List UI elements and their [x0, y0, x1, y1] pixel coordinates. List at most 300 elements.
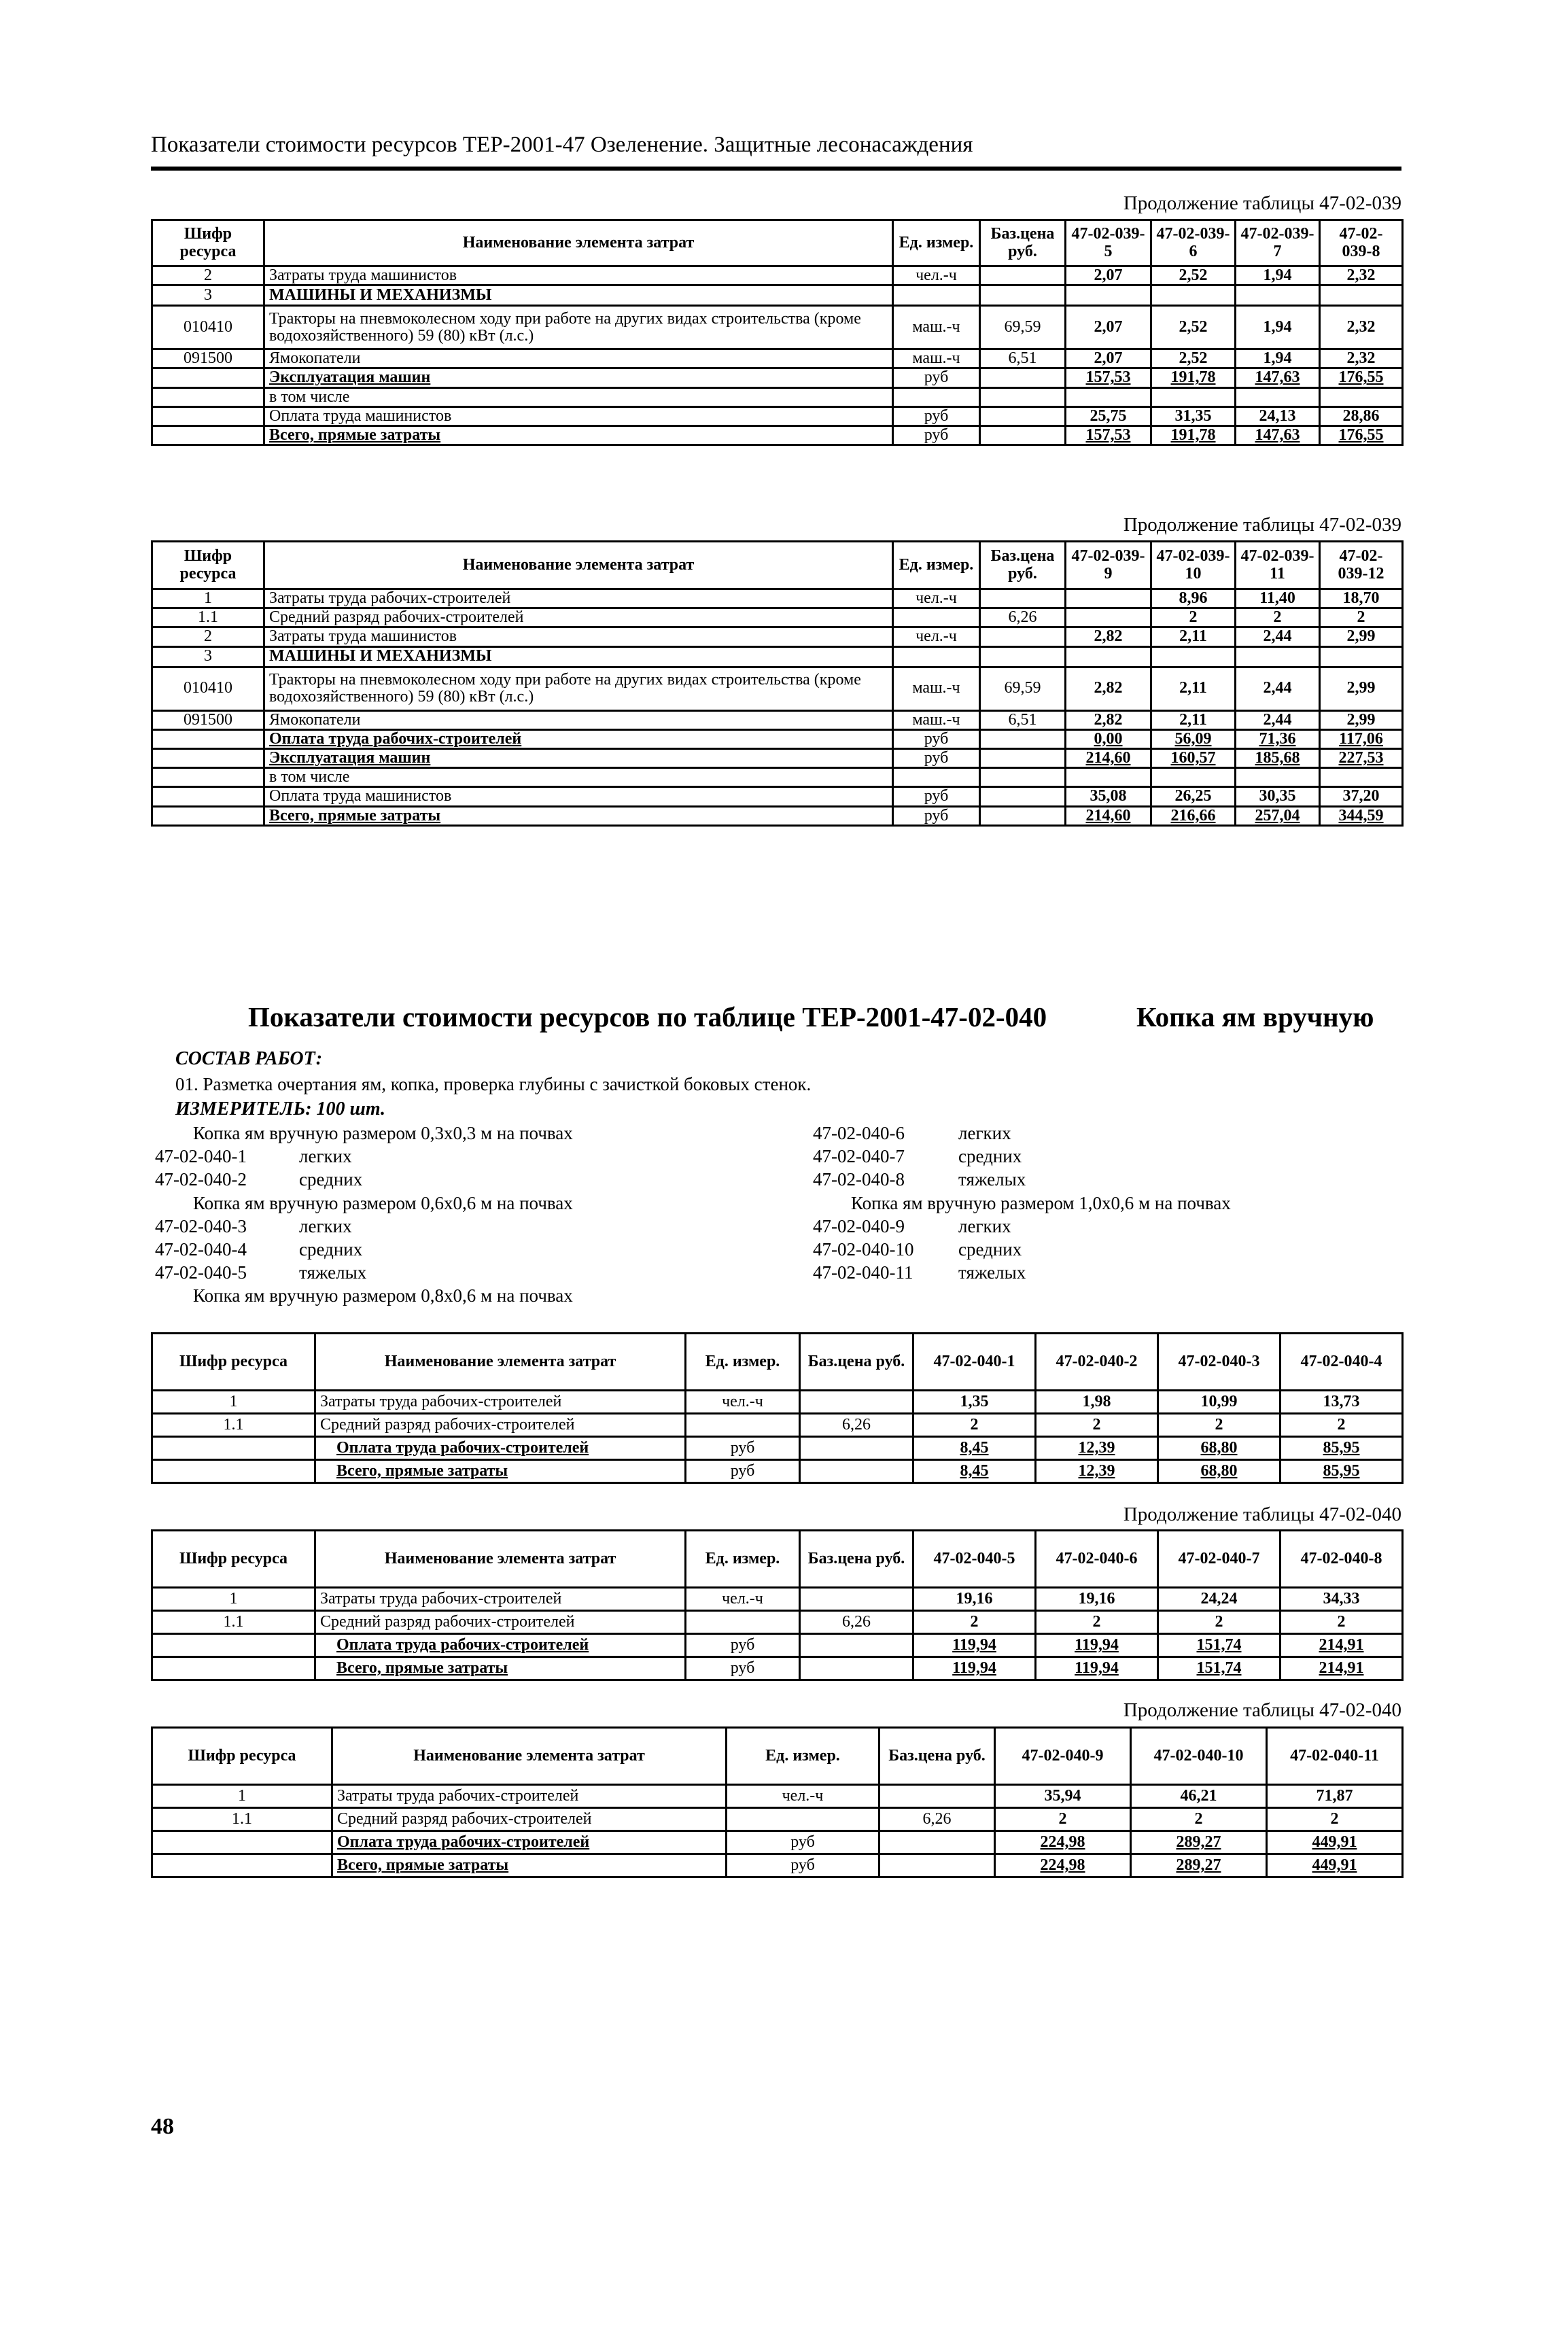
value-cell: 1,35 — [913, 1391, 1036, 1414]
column-header: 47-02-039-9 — [1066, 542, 1151, 589]
value-cell — [1236, 285, 1320, 306]
cost-element-name: в том числе — [264, 387, 893, 406]
value-cell: 119,94 — [1036, 1634, 1158, 1657]
unit-cell: руб — [893, 729, 980, 748]
spec-soil: легких — [958, 1216, 1011, 1236]
value-cell: 8,45 — [913, 1460, 1036, 1483]
column-header: Шифр ресурса — [152, 220, 264, 266]
value-cell — [1320, 768, 1403, 787]
base-price-cell — [980, 806, 1066, 825]
spec-code: 47-02-040-11 — [813, 1262, 913, 1283]
unit-cell — [686, 1414, 800, 1437]
column-header: Ед. измер. — [686, 1334, 800, 1391]
base-price-cell — [800, 1460, 913, 1483]
resource-code — [152, 1460, 315, 1483]
unit-cell: чел.-ч — [893, 589, 980, 608]
value-cell: 12,39 — [1036, 1437, 1158, 1460]
base-price-cell — [980, 729, 1066, 748]
spec-soil: тяжелых — [958, 1169, 1026, 1190]
table-row — [152, 1588, 1403, 1611]
base-price-cell: 6,51 — [980, 710, 1066, 729]
spec-code: 47-02-040-9 — [813, 1216, 905, 1236]
table-header-row — [152, 1531, 1403, 1588]
value-cell — [1236, 387, 1320, 406]
resource-code — [152, 729, 264, 748]
resource-code: 2 — [152, 627, 264, 646]
value-cell: 2 — [1280, 1611, 1403, 1634]
section-040-subtitle: Копка ям вручную — [1136, 1001, 1374, 1032]
cost-element-name: Всего, прямые затраты — [264, 426, 893, 445]
table-039b — [151, 540, 1404, 827]
value-cell: 2,99 — [1320, 710, 1403, 729]
spec-soil: тяжелых — [958, 1262, 1026, 1283]
value-cell: 0,00 — [1066, 729, 1151, 748]
base-price-cell — [980, 266, 1066, 285]
value-cell: 214,60 — [1066, 748, 1151, 767]
value-cell: 191,78 — [1151, 368, 1236, 387]
base-price-cell: 6,51 — [980, 349, 1066, 368]
value-cell: 13,73 — [1280, 1391, 1403, 1414]
cost-element-name: МАШИНЫ И МЕХАНИЗМЫ — [264, 646, 893, 667]
table-row — [152, 1391, 1403, 1414]
value-cell: 8,96 — [1151, 589, 1236, 608]
base-price-cell — [800, 1634, 913, 1657]
value-cell — [1236, 768, 1320, 787]
base-price-cell: 6,26 — [980, 608, 1066, 627]
column-header: Ед. измер. — [893, 542, 980, 589]
resource-code: 1 — [152, 1785, 332, 1808]
column-header: 47-02-039-8 — [1320, 220, 1403, 266]
resource-code — [152, 1657, 315, 1680]
value-cell: 8,45 — [913, 1437, 1036, 1460]
spec-heading-0-3: Копка ям вручную размером 0,3х0,3 м на почвах — [193, 1123, 573, 1143]
spec-soil: средних — [958, 1239, 1022, 1260]
value-cell: 117,06 — [1320, 729, 1403, 748]
resource-code — [152, 748, 264, 767]
value-cell — [1151, 387, 1236, 406]
column-header: 47-02-039-6 — [1151, 220, 1236, 266]
cost-element-name: Всего, прямые затраты — [332, 1854, 727, 1877]
resource-code: 1.1 — [152, 1808, 332, 1831]
value-cell: 2,52 — [1151, 349, 1236, 368]
unit-cell — [727, 1808, 879, 1831]
cost-element-name: Затраты труда машинистов — [264, 627, 893, 646]
cost-element-name: Ямокопатели — [264, 710, 893, 729]
value-cell: 2,82 — [1066, 710, 1151, 729]
column-header: 47-02-039-10 — [1151, 542, 1236, 589]
resource-code: 2 — [152, 266, 264, 285]
value-cell: 46,21 — [1131, 1785, 1267, 1808]
table-row — [152, 266, 1403, 285]
value-cell — [1066, 387, 1151, 406]
spec-code: 47-02-040-5 — [155, 1262, 247, 1283]
table-040a — [151, 1332, 1404, 1484]
resource-code: 1 — [152, 589, 264, 608]
resource-code: 1.1 — [152, 608, 264, 627]
resource-code: 1.1 — [152, 1414, 315, 1437]
cost-element-name: Всего, прямые затраты — [264, 806, 893, 825]
cost-element-name: Оплата труда рабочих-строителей — [264, 729, 893, 748]
value-cell: 2,44 — [1236, 667, 1320, 710]
base-price-cell — [980, 627, 1066, 646]
unit-cell: руб — [893, 368, 980, 387]
base-price-cell: 6,26 — [800, 1611, 913, 1634]
resource-code: 091500 — [152, 349, 264, 368]
value-cell — [1151, 285, 1236, 306]
value-cell: 2,44 — [1236, 710, 1320, 729]
cost-element-name: Затраты труда рабочих-строителей — [264, 589, 893, 608]
continuation-label-040b: Продолжение таблицы 47-02-040 — [1123, 1504, 1401, 1525]
table-row — [152, 1460, 1403, 1483]
unit-cell: руб — [893, 806, 980, 825]
value-cell — [1066, 285, 1151, 306]
spec-code: 47-02-040-3 — [155, 1216, 247, 1236]
resource-code: 3 — [152, 285, 264, 306]
value-cell: 68,80 — [1158, 1437, 1280, 1460]
value-cell: 2 — [913, 1611, 1036, 1634]
value-cell: 85,95 — [1280, 1437, 1403, 1460]
resource-code — [152, 406, 264, 426]
value-cell: 24,24 — [1158, 1588, 1280, 1611]
base-price-cell — [980, 426, 1066, 445]
page-header-title: Показатели стоимости ресурсов ТЕР-2001-47 Озеленение. Защитные лесонасаждения — [151, 133, 973, 157]
table-row — [152, 787, 1403, 806]
cost-element-name: Оплата труда рабочих-строителей — [315, 1437, 686, 1460]
resource-code: 010410 — [152, 306, 264, 349]
table-040b — [151, 1529, 1404, 1681]
unit-cell: чел.-ч — [893, 627, 980, 646]
value-cell: 24,13 — [1236, 406, 1320, 426]
table-row — [152, 426, 1403, 445]
spec-code: 47-02-040-1 — [155, 1146, 247, 1166]
value-cell: 25,75 — [1066, 406, 1151, 426]
base-price-cell: 6,26 — [800, 1414, 913, 1437]
value-cell: 2,82 — [1066, 627, 1151, 646]
cost-element-name: Средний разряд рабочих-строителей — [315, 1611, 686, 1634]
spec-heading-0-8: Копка ям вручную размером 0,8х0,6 м на почвах — [193, 1285, 573, 1306]
value-cell: 2 — [913, 1414, 1036, 1437]
unit-cell: чел.-ч — [727, 1785, 879, 1808]
value-cell: 28,86 — [1320, 406, 1403, 426]
column-header: Наименование элемента затрат — [264, 220, 893, 266]
value-cell — [1320, 387, 1403, 406]
table-040c — [151, 1726, 1404, 1878]
base-price-cell — [980, 787, 1066, 806]
base-price-cell — [800, 1588, 913, 1611]
value-cell: 34,33 — [1280, 1588, 1403, 1611]
value-cell: 2,32 — [1320, 349, 1403, 368]
value-cell: 160,57 — [1151, 748, 1236, 767]
continuation-label-039a: Продолжение таблицы 47-02-039 — [1123, 192, 1401, 214]
column-header: Баз.цена руб. — [800, 1531, 913, 1588]
unit-cell — [893, 285, 980, 306]
resource-code: 1.1 — [152, 1611, 315, 1634]
value-cell: 185,68 — [1236, 748, 1320, 767]
base-price-cell — [800, 1437, 913, 1460]
table-row — [152, 667, 1403, 710]
cost-element-name: Эксплуатация машин — [264, 368, 893, 387]
cost-element-name: Тракторы на пневмоколесном ходу при работе на других видах строительства (кроме водохозяйственного) 59 (80) кВт (л.с.) — [264, 306, 893, 349]
work-composition-label: СОСТАВ РАБОТ: — [175, 1048, 323, 1069]
table-row — [152, 285, 1403, 306]
resource-code — [152, 768, 264, 787]
table-row — [152, 1854, 1403, 1877]
cost-element-name: Средний разряд рабочих-строителей — [315, 1414, 686, 1437]
cost-element-name: Оплата труда рабочих-строителей — [332, 1831, 727, 1854]
unit-cell: руб — [893, 748, 980, 767]
header-rule — [151, 167, 1401, 171]
spec-soil: средних — [958, 1146, 1022, 1166]
table-row — [152, 748, 1403, 767]
column-header: 47-02-040-3 — [1158, 1334, 1280, 1391]
base-price-cell — [980, 646, 1066, 667]
column-header: Наименование элемента затрат — [332, 1728, 727, 1785]
column-header: Наименование элемента затрат — [264, 542, 893, 589]
table-row — [152, 1657, 1403, 1680]
table-row — [152, 349, 1403, 368]
value-cell: 68,80 — [1158, 1460, 1280, 1483]
value-cell: 449,91 — [1267, 1831, 1403, 1854]
value-cell: 216,66 — [1151, 806, 1236, 825]
spec-code: 47-02-040-6 — [813, 1123, 905, 1143]
column-header: Ед. измер. — [686, 1531, 800, 1588]
table-row — [152, 806, 1403, 825]
spec-heading-0-6: Копка ям вручную размером 0,6х0,6 м на почвах — [193, 1193, 573, 1213]
resource-code: 3 — [152, 646, 264, 667]
column-header: Наименование элемента затрат — [315, 1531, 686, 1588]
resource-code: 1 — [152, 1391, 315, 1414]
value-cell: 227,53 — [1320, 748, 1403, 767]
table-header-row — [152, 220, 1403, 266]
value-cell — [1151, 768, 1236, 787]
value-cell: 31,35 — [1151, 406, 1236, 426]
table-header-row — [152, 1728, 1403, 1785]
value-cell: 1,94 — [1236, 306, 1320, 349]
table-row — [152, 729, 1403, 748]
base-price-cell — [980, 368, 1066, 387]
cost-element-name: Затраты труда рабочих-строителей — [332, 1785, 727, 1808]
table-row — [152, 1831, 1403, 1854]
column-header: 47-02-040-2 — [1036, 1334, 1158, 1391]
table-row — [152, 387, 1403, 406]
spec-soil: легких — [958, 1123, 1011, 1143]
value-cell: 71,36 — [1236, 729, 1320, 748]
spec-soil: легких — [299, 1146, 352, 1166]
column-header: 47-02-039-11 — [1236, 542, 1320, 589]
table-row — [152, 608, 1403, 627]
cost-element-name: МАШИНЫ И МЕХАНИЗМЫ — [264, 285, 893, 306]
table-row — [152, 1808, 1403, 1831]
value-cell — [1066, 608, 1151, 627]
base-price-cell — [879, 1831, 995, 1854]
column-header: 47-02-040-4 — [1280, 1334, 1403, 1391]
value-cell: 1,98 — [1036, 1391, 1158, 1414]
column-header: 47-02-040-1 — [913, 1334, 1036, 1391]
base-price-cell — [980, 589, 1066, 608]
table-row — [152, 306, 1403, 349]
column-header: 47-02-039-7 — [1236, 220, 1320, 266]
table-row — [152, 1634, 1403, 1657]
unit-cell — [686, 1611, 800, 1634]
spec-soil: средних — [299, 1169, 363, 1190]
value-cell: 289,27 — [1131, 1854, 1267, 1877]
resource-code: 010410 — [152, 667, 264, 710]
value-cell — [1320, 285, 1403, 306]
spec-soil: средних — [299, 1239, 363, 1260]
base-price-cell — [980, 768, 1066, 787]
base-price-cell: 69,59 — [980, 306, 1066, 349]
table-row — [152, 368, 1403, 387]
unit-cell: руб — [686, 1657, 800, 1680]
spec-code: 47-02-040-10 — [813, 1239, 914, 1260]
resource-code — [152, 787, 264, 806]
resource-code — [152, 1634, 315, 1657]
value-cell: 19,16 — [1036, 1588, 1158, 1611]
value-cell: 2,99 — [1320, 627, 1403, 646]
cost-element-name: Всего, прямые затраты — [315, 1657, 686, 1680]
value-cell: 2,52 — [1151, 306, 1236, 349]
value-cell: 12,39 — [1036, 1460, 1158, 1483]
cost-element-name: Средний разряд рабочих-строителей — [332, 1808, 727, 1831]
column-header: 47-02-040-5 — [913, 1531, 1036, 1588]
table-row — [152, 1611, 1403, 1634]
value-cell: 2,52 — [1151, 266, 1236, 285]
base-price-cell — [800, 1391, 913, 1414]
value-cell — [1320, 646, 1403, 667]
value-cell: 2 — [1267, 1808, 1403, 1831]
value-cell: 119,94 — [913, 1634, 1036, 1657]
value-cell: 449,91 — [1267, 1854, 1403, 1877]
base-price-cell — [980, 387, 1066, 406]
base-price-cell — [980, 748, 1066, 767]
column-header: Шифр ресурса — [152, 542, 264, 589]
value-cell: 119,94 — [1036, 1657, 1158, 1680]
unit-cell: руб — [686, 1437, 800, 1460]
table-row — [152, 589, 1403, 608]
value-cell: 224,98 — [995, 1854, 1131, 1877]
value-cell: 11,40 — [1236, 589, 1320, 608]
unit-cell: руб — [893, 406, 980, 426]
base-price-cell — [980, 285, 1066, 306]
resource-code — [152, 1437, 315, 1460]
base-price-cell — [879, 1854, 995, 1877]
column-header: 47-02-040-10 — [1131, 1728, 1267, 1785]
page-number: 48 — [151, 2114, 174, 2139]
value-cell: 2 — [1320, 608, 1403, 627]
value-cell: 224,98 — [995, 1831, 1131, 1854]
value-cell: 26,25 — [1151, 787, 1236, 806]
table-header-row — [152, 1334, 1403, 1391]
unit-cell: чел.-ч — [686, 1391, 800, 1414]
value-cell: 56,09 — [1151, 729, 1236, 748]
cost-element-name: Затраты труда рабочих-строителей — [315, 1588, 686, 1611]
base-price-cell — [879, 1785, 995, 1808]
unit-cell: маш.-ч — [893, 306, 980, 349]
unit-cell — [893, 608, 980, 627]
unit-cell: маш.-ч — [893, 710, 980, 729]
base-price-cell — [980, 406, 1066, 426]
column-header: Баз.цена руб. — [980, 542, 1066, 589]
resource-code — [152, 426, 264, 445]
column-header: Ед. измер. — [893, 220, 980, 266]
table-row — [152, 1414, 1403, 1437]
value-cell: 35,94 — [995, 1785, 1131, 1808]
column-header: Наименование элемента затрат — [315, 1334, 686, 1391]
unit-cell: руб — [686, 1460, 800, 1483]
value-cell: 147,63 — [1236, 426, 1320, 445]
unit-cell: руб — [893, 787, 980, 806]
value-cell: 2 — [995, 1808, 1131, 1831]
value-cell: 2 — [1036, 1414, 1158, 1437]
value-cell: 214,91 — [1280, 1634, 1403, 1657]
base-price-cell — [800, 1657, 913, 1680]
cost-element-name: Всего, прямые затраты — [315, 1460, 686, 1483]
value-cell: 10,99 — [1158, 1391, 1280, 1414]
value-cell: 2 — [1158, 1611, 1280, 1634]
table-039a — [151, 219, 1404, 446]
cost-element-name: Затраты труда рабочих-строителей — [315, 1391, 686, 1414]
value-cell: 2,11 — [1151, 667, 1236, 710]
column-header: Баз.цена руб. — [879, 1728, 995, 1785]
value-cell — [1066, 646, 1151, 667]
value-cell: 176,55 — [1320, 426, 1403, 445]
cost-element-name: Оплата труда машинистов — [264, 406, 893, 426]
unit-cell: маш.-ч — [893, 349, 980, 368]
base-price-cell: 6,26 — [879, 1808, 995, 1831]
value-cell — [1066, 589, 1151, 608]
value-cell: 2,11 — [1151, 627, 1236, 646]
cost-element-name: Ямокопатели — [264, 349, 893, 368]
column-header: 47-02-040-11 — [1267, 1728, 1403, 1785]
table-row — [152, 768, 1403, 787]
column-header: 47-02-040-6 — [1036, 1531, 1158, 1588]
value-cell: 214,91 — [1280, 1657, 1403, 1680]
value-cell: 191,78 — [1151, 426, 1236, 445]
unit-cell: маш.-ч — [893, 667, 980, 710]
value-cell — [1236, 646, 1320, 667]
unit-cell: руб — [686, 1634, 800, 1657]
value-cell: 2,32 — [1320, 306, 1403, 349]
spec-code: 47-02-040-8 — [813, 1169, 905, 1190]
value-cell: 2 — [1131, 1808, 1267, 1831]
spec-heading-1-0: Копка ям вручную размером 1,0х0,6 м на почвах — [851, 1193, 1231, 1213]
work-composition-text: 01. Разметка очертания ям, копка, проверка глубины с зачисткой боковых стенок. — [175, 1074, 812, 1094]
table-row — [152, 710, 1403, 729]
column-header: Баз.цена руб. — [980, 220, 1066, 266]
column-header: 47-02-040-8 — [1280, 1531, 1403, 1588]
column-header: 47-02-039-12 — [1320, 542, 1403, 589]
table-row — [152, 646, 1403, 667]
column-header: Шифр ресурса — [152, 1531, 315, 1588]
value-cell: 147,63 — [1236, 368, 1320, 387]
resource-code — [152, 387, 264, 406]
unit-cell: руб — [727, 1854, 879, 1877]
cost-element-name: Эксплуатация машин — [264, 748, 893, 767]
unit-cell: руб — [893, 426, 980, 445]
unit-cell: чел.-ч — [686, 1588, 800, 1611]
resource-code — [152, 806, 264, 825]
column-header: 47-02-040-7 — [1158, 1531, 1280, 1588]
column-header: 47-02-039-5 — [1066, 220, 1151, 266]
value-cell: 2,99 — [1320, 667, 1403, 710]
unit-cell: чел.-ч — [893, 266, 980, 285]
value-cell: 1,94 — [1236, 266, 1320, 285]
value-cell: 2,11 — [1151, 710, 1236, 729]
spec-soil: тяжелых — [299, 1262, 367, 1283]
column-header: Шифр ресурса — [152, 1728, 332, 1785]
meter-label: ИЗМЕРИТЕЛЬ: 100 шт. — [175, 1098, 385, 1120]
table-row — [152, 1437, 1403, 1460]
